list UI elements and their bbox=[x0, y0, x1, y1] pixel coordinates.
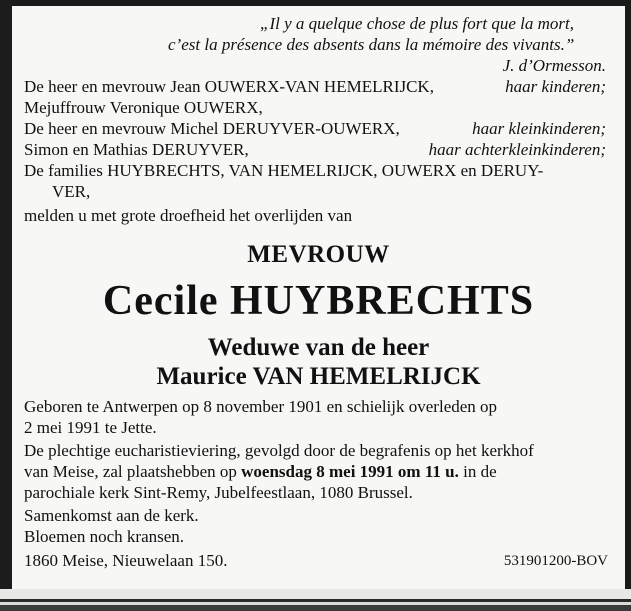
address: 1860 Meise, Nieuwelaan 150. bbox=[24, 551, 228, 570]
flowers-note: Bloemen noch kransen. bbox=[24, 527, 185, 546]
family-line bbox=[52, 182, 631, 202]
family-member: De heer en mevrouw Michel DERUYVER-OUWERX, bbox=[24, 119, 400, 138]
family-line bbox=[24, 140, 606, 160]
ceremony-line-2 bbox=[24, 462, 608, 482]
family-line bbox=[24, 98, 606, 118]
family-line bbox=[24, 161, 606, 181]
frame-right bbox=[625, 0, 631, 611]
gathering-note: Samenkomst aan de kerk. bbox=[24, 506, 199, 525]
family-line bbox=[24, 77, 606, 97]
family-member: VER, bbox=[52, 182, 91, 201]
quote-author: J. d’Ormesson. bbox=[502, 56, 606, 75]
widow-line: Weduwe van de heer bbox=[207, 334, 430, 361]
family-member: De heer en mevrouw Jean OUWERX-VAN HEMELRIJCK, bbox=[24, 77, 434, 96]
ceremony-suffix: in de bbox=[463, 462, 497, 481]
ceremony-place: van Meise, zal plaatshebben op bbox=[24, 462, 237, 481]
ceremony-datetime: woensdag 8 mei 1991 om 11 u. bbox=[241, 462, 464, 481]
quote-line-2: c’est la présence des absents dans la mémoire des vivants.” bbox=[168, 35, 575, 54]
birth-death-line-2: 2 mei 1991 te Jette. bbox=[24, 418, 157, 437]
quote-line-1: „Il y a quelque chose de plus fort que la mort, bbox=[260, 14, 574, 33]
birth-death-line-1: Geboren te Antwerpen op 8 november 1901 en schielijk overleden op bbox=[24, 397, 498, 416]
reference-code: 531901200-BOV bbox=[503, 553, 608, 569]
family-line bbox=[24, 119, 606, 139]
family-member: Simon en Mathias DERUYVER, bbox=[24, 140, 249, 159]
ceremony-line-1: De plechtige eucharistieviering, gevolgd door de begrafenis op het kerkhof bbox=[24, 441, 534, 460]
frame-left bbox=[0, 0, 12, 611]
announcement-text: melden u met grote droefheid het overlijden van bbox=[24, 206, 353, 225]
deceased-name: Cecile HUYBRECHTS bbox=[102, 278, 535, 324]
footer-line bbox=[24, 551, 608, 571]
ceremony-line-3: parochiale kerk Sint-Remy, Jubelfeestlaan, 1080 Brussel. bbox=[24, 483, 413, 502]
deceased-title: MEVROUW bbox=[247, 241, 390, 268]
husband-name: Maurice VAN HEMELRIJCK bbox=[156, 363, 481, 390]
family-member: De families HUYBRECHTS, VAN HEMELRIJCK, OUWERX en DERUY- bbox=[24, 161, 544, 180]
family-relation: haar kleinkinderen; bbox=[472, 119, 606, 138]
frame-top bbox=[0, 0, 631, 6]
frame-bottom bbox=[0, 589, 631, 611]
family-relation: haar kinderen; bbox=[505, 77, 606, 96]
family-member: Mejuffrouw Veronique OUWERX, bbox=[24, 98, 263, 117]
family-relation: haar achterkleinkinderen; bbox=[428, 140, 606, 159]
